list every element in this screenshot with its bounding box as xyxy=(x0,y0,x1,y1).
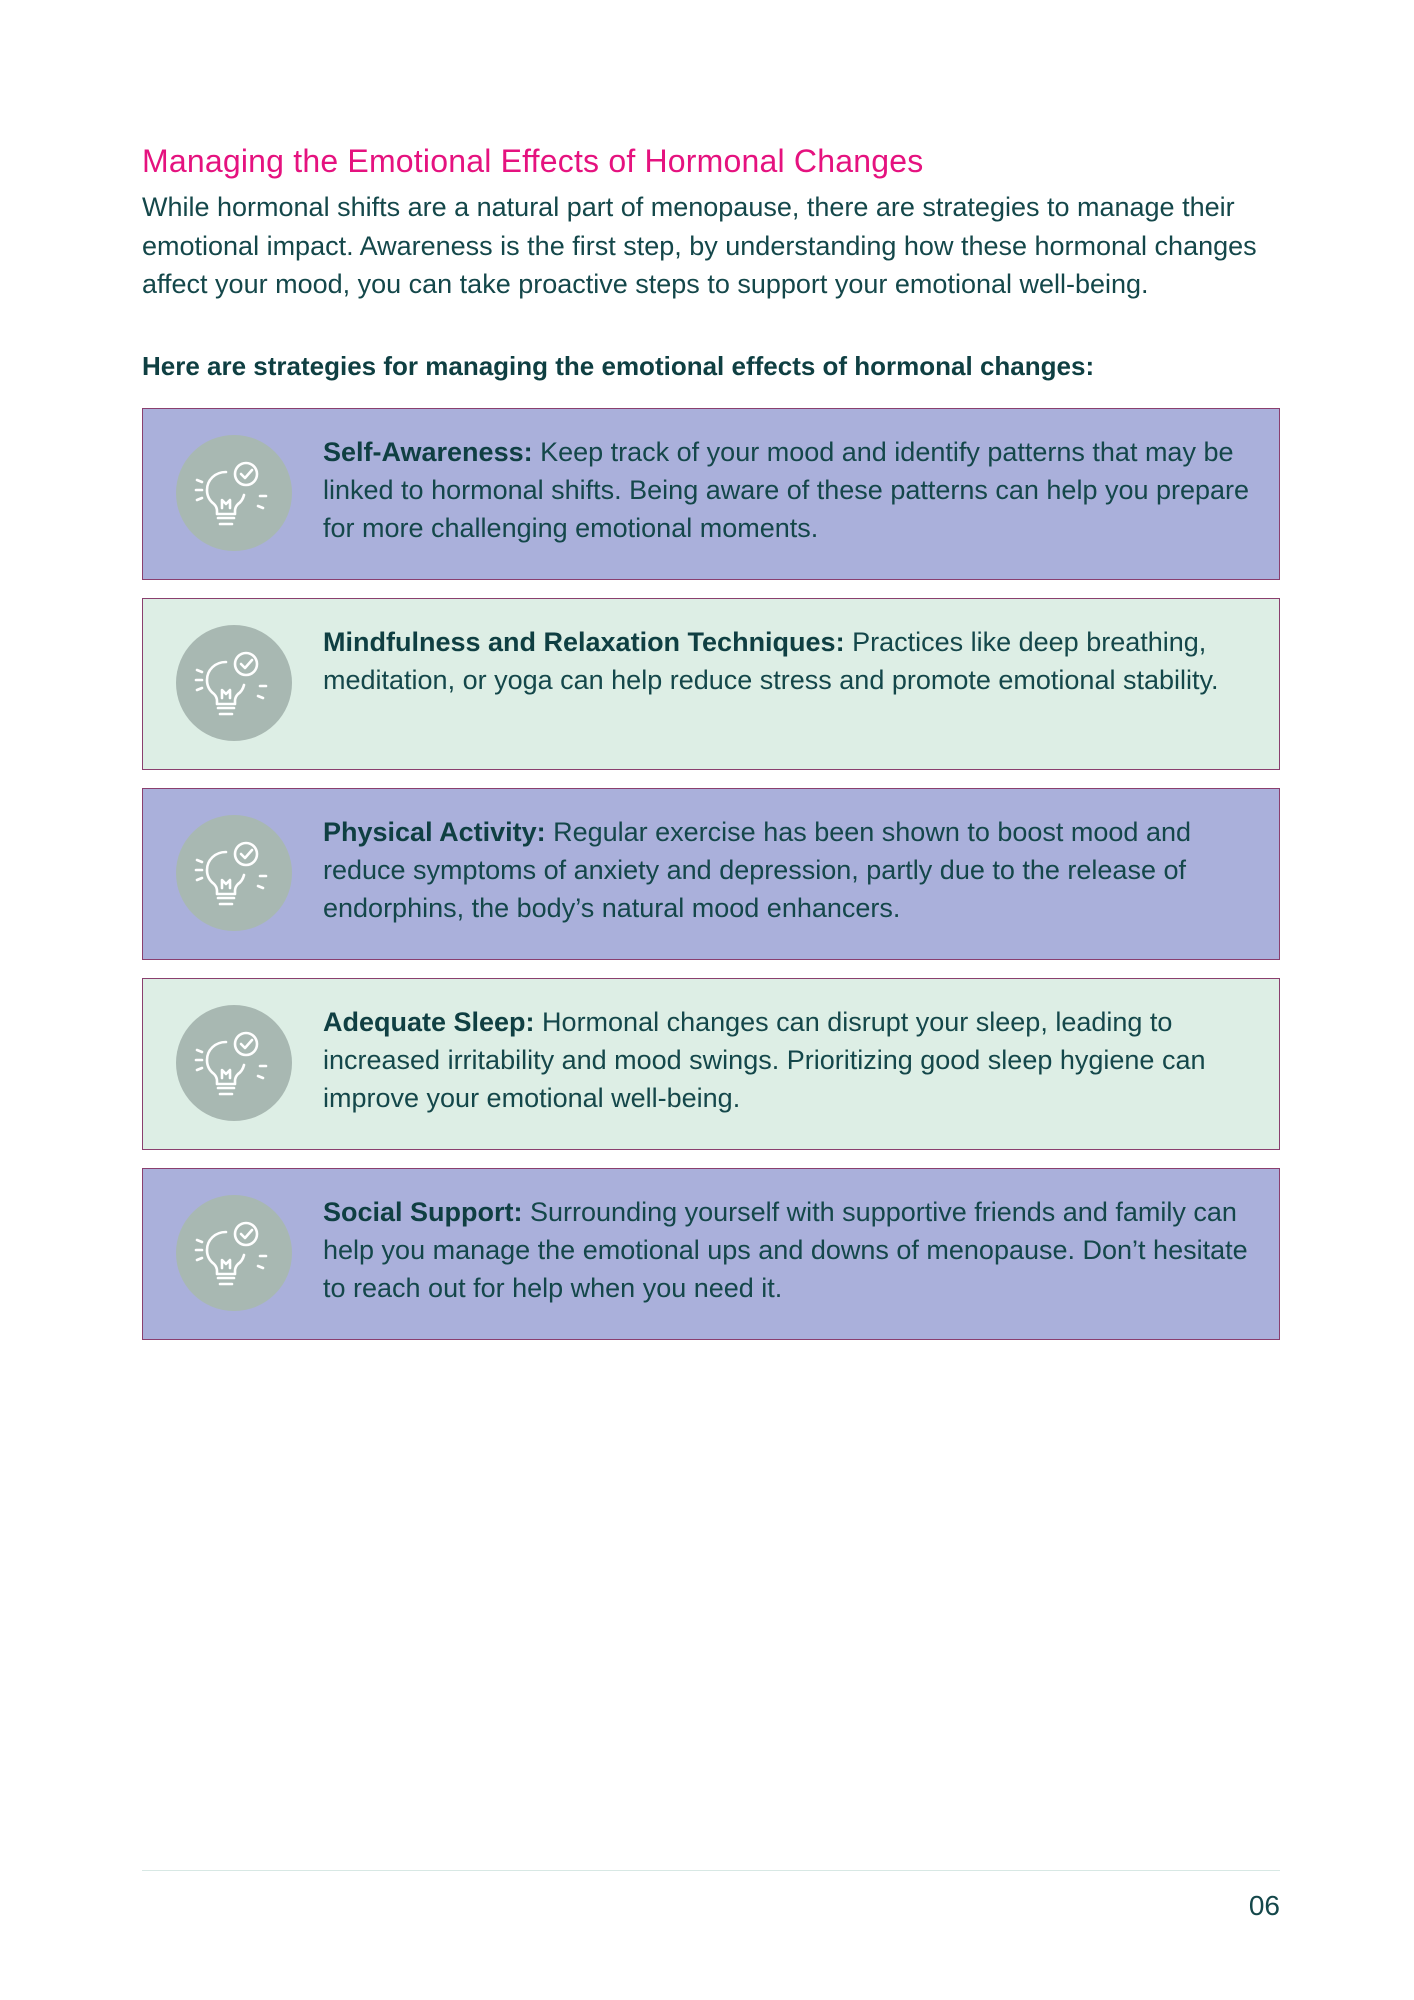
strategy-description: Surrounding yourself with supportive friends and family can help you manage the emotional ups and downs of menopause. Don’t hesitate to reach out for help when you need it. xyxy=(323,1196,1248,1303)
strategy-description: Practices like deep breathing, meditation, or yoga can help reduce stress and promote emotional stability. xyxy=(323,626,1219,695)
strategy-text xyxy=(323,1003,1253,1117)
strategy-title: Physical Activity: xyxy=(323,816,546,847)
page-title: Managing the Emotional Effects of Hormonal Changes xyxy=(142,143,924,179)
strategy-list xyxy=(142,408,1280,1340)
strategy-title: Self-Awareness: xyxy=(323,436,533,467)
strategy-title: Social Support: xyxy=(323,1196,523,1227)
lightbulb-check-icon xyxy=(176,815,292,931)
strategy-description: Hormonal changes can disrupt your sleep, leading to increased irritability and mood swings. Prioritizing good sleep hygiene can improve your emotional well-being. xyxy=(323,1006,1206,1113)
strategy-card-adequate-sleep xyxy=(142,978,1280,1150)
strategy-description: Regular exercise has been shown to boost mood and reduce symptoms of anxiety and depression, partly due to the release of endorphins, the body’s natural mood enhancers. xyxy=(323,816,1191,923)
lightbulb-check-icon xyxy=(176,625,292,741)
strategies-subheading: Here are strategies for managing the emotional effects of hormonal changes: xyxy=(142,350,1095,381)
page-content xyxy=(142,140,1280,1358)
strategy-card-physical-activity xyxy=(142,788,1280,960)
footer-divider xyxy=(142,1870,1280,1871)
strategy-text xyxy=(323,623,1253,699)
strategy-card-mindfulness xyxy=(142,598,1280,770)
strategy-title: Adequate Sleep: xyxy=(323,1006,535,1037)
page-number: 06 xyxy=(1248,1890,1280,1921)
lightbulb-check-icon xyxy=(176,435,292,551)
lightbulb-check-icon xyxy=(176,1195,292,1311)
strategy-title: Mindfulness and Relaxation Techniques: xyxy=(323,626,845,657)
intro-paragraph: While hormonal shifts are a natural part of menopause, there are strategies to manage their emotional impact. Awareness is the first step, by understanding how these hormonal changes affect your mood, you can take proactive steps to support your emotional well-being. xyxy=(142,192,1257,299)
strategy-text xyxy=(323,433,1253,547)
strategy-description: Keep track of your mood and identify patterns that may be linked to hormonal shifts. Being aware of these patterns can help you prepare for more challenging emotional moments. xyxy=(323,436,1250,543)
strategy-card-social-support xyxy=(142,1168,1280,1340)
strategy-text xyxy=(323,813,1253,927)
strategy-card-self-awareness xyxy=(142,408,1280,580)
lightbulb-check-icon xyxy=(176,1005,292,1121)
strategy-text xyxy=(323,1193,1253,1307)
